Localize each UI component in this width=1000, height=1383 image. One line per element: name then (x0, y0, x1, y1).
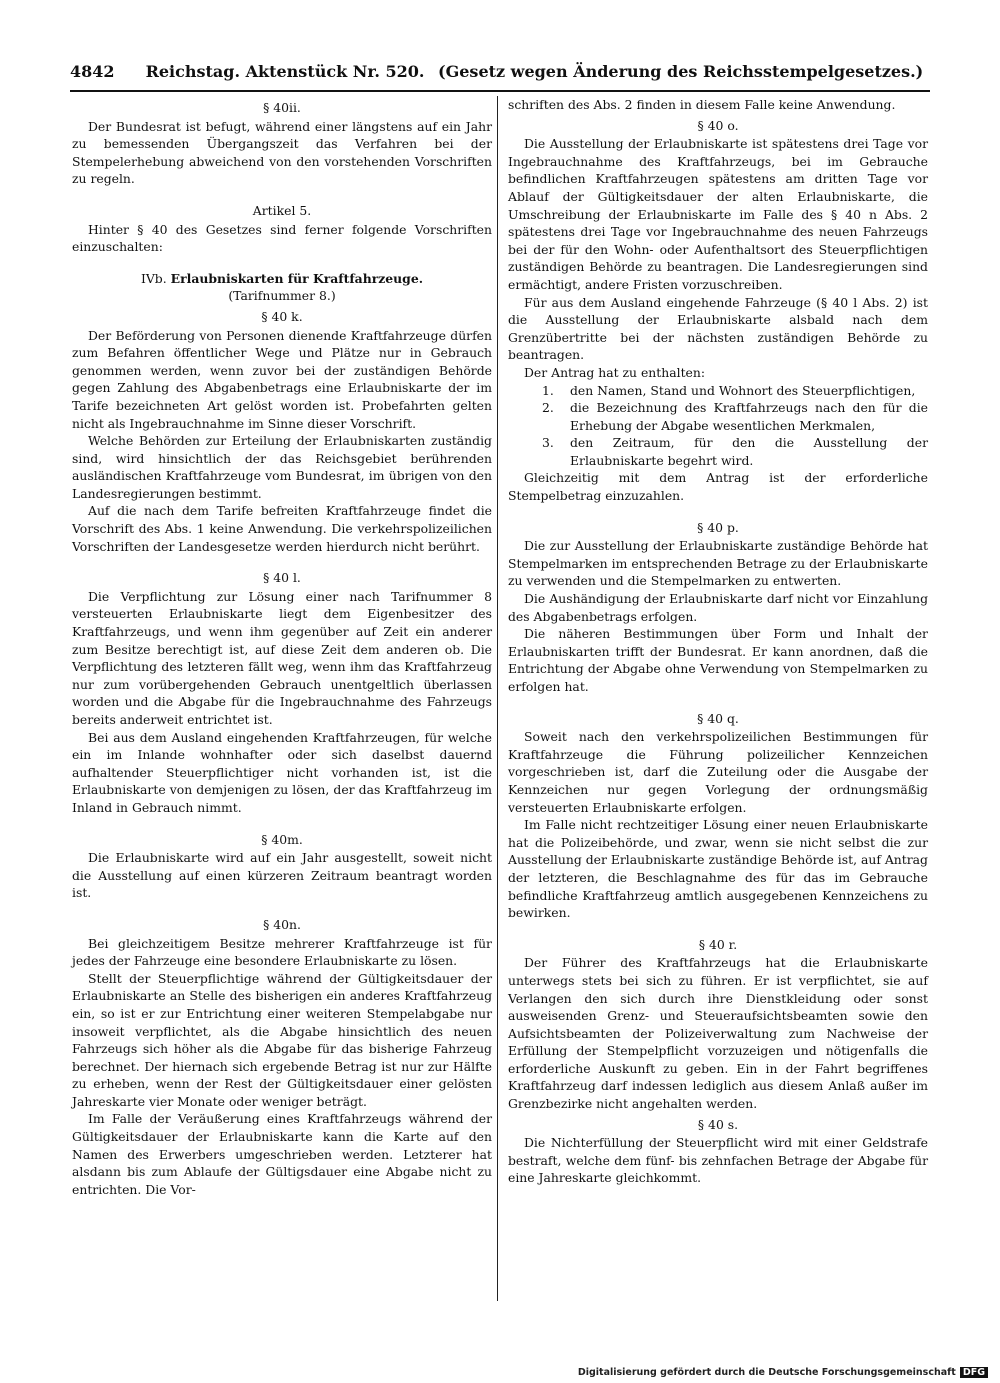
list-item (542, 382, 928, 400)
subheading-number: IVb. (140, 270, 167, 286)
paragraph: Bei aus dem Ausland eingehenden Kraftfahrzeugen, für welche ein im Inlande wohnhafter oder sich daselbst dauernd aufhaltender Steuerpflichtiger nicht vorhanden ist, ist die Erlaubniskarte von demjenigen zu lösen, der das Kraftfahrzeug im Inland in Gebrauch nimmt. (72, 729, 492, 815)
list-item-number: 3. (542, 435, 554, 451)
section-title: § 40n. (263, 916, 301, 932)
subheading-text: Erlaubniskarten für Kraftfahrzeuge. (170, 270, 424, 286)
header-subject: (Gesetz wegen Änderung des Reichsstempelgesetzes.) (438, 62, 924, 81)
paragraph: Welche Behörden zur Erteilung der Erlaubniskarten zuständig sind, wird hinsichtlich der das Reichsgebiet berührenden ausländischen Kraftfahrzeuge vom Bundesrat, im übrigen von den Landesregierungen bestimmt. (72, 433, 492, 501)
paragraph: Die Verpflichtung zur Lösung einer nach Tarifnummer 8 versteuerten Erlaubniskarte liegt dem Eigenbesitzer des Kraftfahrzeugs, und wenn ihm gegenüber auf Zeit ein anderer zum Besitze berechtigt ist, auf diese Zeit dem anderen ob. Die Verpflichtung des letzteren fällt weg, wenn ihm das Kraftfahrzeug nur zum vorübergehenden Gebrauch unentgeltlich überlassen worden und die Abgabe für die Ingebrauchnahme des Fahrzeugs bereits anderweit entrichtet ist. (72, 588, 492, 727)
paragraph: Bei gleichzeitigem Besitze mehrerer Kraftfahrzeuge ist für jedes der Fahrzeuge eine besondere Erlaubniskarte zu lösen. (72, 935, 492, 969)
requirements-list (542, 382, 928, 470)
paragraph: Die Erlaubniskarte wird auf ein Jahr ausgestellt, soweit nicht die Ausstellung auf einen kürzeren Zeitraum beantragt worden ist. (72, 850, 492, 901)
paragraph: Der Führer des Kraftfahrzeugs hat die Erlaubniskarte unterwegs stets bei sich zu führen. Er ist verpflichtet, sie auf Verlangen den sich durch ihre Dienstkleidung oder sonst ausweisenden Grenz- und Steueraufsichtsbeamten sowie den Aufsichtsbeamten der Polizeiverwaltung zum Nachweise der Erfüllung der Stempelpflicht vorzuzeigen und nötigenfalls die erforderliche Auskunft zu geben. Ein in der Fahrt begriffenes Kraftfahrzeug darf indessen lediglich aus diesem Anlaß außer im Grenzbezirke nicht angehalten werden. (508, 955, 928, 1112)
paragraph: Im Falle nicht rechtzeitiger Lösung einer neuen Erlaubniskarte hat die Polizeibehörde, und zwar, wenn sie nicht selbst die zur Ausstellung der Erlaubniskarte zuständige Behörde ist, auf Antrag der letzteren, die Beschlagnahme des für das im Gebrauche befindliche Kraftfahrzeug amtlich ausgegebenen Kennzeichens zu bewirken. (508, 817, 928, 921)
right-column (508, 96, 928, 1187)
list-item-text: den Namen, Stand und Wohnort des Steuerpflichtigen, (570, 382, 916, 398)
list-item (542, 434, 928, 469)
section-title: § 40 o. (697, 117, 739, 133)
paragraph: Die Nichterfüllung der Steuerpflicht wird mit einer Geldstrafe bestraft, welche dem fünf- bis zehnfachen Betrage der Abgabe für eine Jahreskarte gleichkommt. (508, 1135, 928, 1186)
paragraph: Hinter § 40 des Gesetzes sind ferner folgende Vorschriften einzuschalten: (72, 221, 492, 255)
article-title: Artikel 5. (252, 202, 312, 218)
list-item (542, 399, 928, 434)
paragraph: Auf die nach dem Tarife befreiten Kraftfahrzeuge findet die Vorschrift des Abs. 1 keine Anwendung. Die verkehrspolizeilichen Vorschriften der Landesgesetze werden hierdurch nicht berührt. (72, 503, 492, 554)
credit-text: Digitalisierung gefördert durch die Deutsche Forschungsgemeinschaft (577, 1367, 956, 1378)
header-title: Reichstag. Aktenstück Nr. 520. (145, 62, 425, 81)
header-rule (70, 90, 930, 92)
section-title: § 40m. (261, 831, 303, 847)
paragraph: Für aus dem Ausland eingehende Fahrzeuge (§ 40 l Abs. 2) ist die Ausstellung der Erlaubniskarte alsbald nach dem Grenzübertritte bei der nächsten zuständigen Behörde zu beantragen. (508, 294, 928, 363)
section-title: § 40 p. (697, 519, 739, 535)
paragraph: Die zur Ausstellung der Erlaubniskarte zuständige Behörde hat Stempelmarken im entsprechenden Betrage zu der Erlaubniskarte zu verwenden und die Stempelmarken zu entwerten. (508, 538, 928, 589)
section-title: § 40 l. (263, 570, 301, 586)
paragraph: Im Falle der Veräußerung eines Kraftfahrzeugs während der Gültigkeitsdauer der Erlaubniskarte kann die Karte auf den Namen des Erwerbers umgeschrieben werden. Letzterer hat alsdann bis zum Ablaufe der Gültigsdauer eine Abgabe nicht zu entrichten. Die Vor- (72, 1111, 492, 1197)
section-title: § 40 q. (697, 710, 739, 726)
paragraph: Soweit nach den verkehrspolizeilichen Bestimmungen für Kraftfahrzeuge die Führung polizeilicher Kennzeichen vorgeschrieben ist, darf die Zuteilung oder die Ausgabe der Kennzeichen nur gegen Vorlegung der ordnungsmäßig versteuerten Erlaubniskarte erfolgen. (508, 729, 928, 815)
list-item-number: 2. (542, 400, 554, 416)
digitization-credit (578, 1367, 988, 1378)
section-title: § 40ii. (263, 100, 301, 115)
subheading (72, 270, 492, 288)
page-header (70, 62, 930, 88)
list-item-number: 1. (542, 382, 554, 398)
paragraph: Der Bundesrat ist befugt, während einer längstens auf ein Jahr zu bemessenden Übergangszeit das Verfahren bei der Stempelerhebung abweichend von den vorstehenden Vorschriften zu regeln. (72, 118, 492, 187)
paragraph: Die Ausstellung der Erlaubniskarte ist spätestens drei Tage vor Ingebrauchnahme des Kraftfahrzeugs, bei im Gebrauche befindlichen Kraftfahrzeugen spätestens am dritten Tage vor Ablauf der Gültigkeitsdauer der alten Erlaubniskarte, die Umschreibung der Erlaubniskarte im Falle des § 40 n Abs. 2 spätestens drei Tage vor Ingebrauchnahme des neuen Fahrzeugs bei der für den Wohn- oder Aufenthaltsort des Steuerpflichtigen zuständigen Behörde zu beantragen. Die Landesregierungen sind ermächtigt, andere Fristen vorzuschreiben. (508, 136, 928, 292)
paragraph: Gleichzeitig mit dem Antrag ist der erforderliche Stempelbetrag einzuzahlen. (508, 470, 928, 504)
section-title: § 40 s. (697, 1116, 739, 1132)
paragraph-continued: schriften des Abs. 2 finden in diesem Falle keine Anwendung. (508, 97, 896, 112)
list-item-text: die Bezeichnung des Kraftfahrzeugs nach den für die Erhebung der Abgabe wesentlichen Merkmalen, (570, 400, 928, 433)
section-title: § 40 k. (261, 308, 303, 324)
left-column (72, 96, 492, 1198)
dfg-logo: DFG (960, 1367, 988, 1378)
column-divider (497, 96, 498, 1301)
paragraph: Der Antrag hat zu enthalten: (524, 364, 706, 380)
paragraph: Die näheren Bestimmungen über Form und Inhalt der Erlaubniskarten trifft der Bundesrat. Er kann anordnen, daß die Entrichtung der Abgabe ohne Verwendung von Stempelmarken zu erfolgen hat. (508, 626, 928, 694)
section-title: § 40 r. (698, 936, 738, 952)
list-item-text: den Zeitraum, für den die Ausstellung der Erlaubniskarte begehrt wird. (570, 435, 928, 468)
page-number: 4842 (70, 62, 115, 81)
subheading-tariff: (Tarifnummer 8.) (228, 288, 336, 304)
paragraph: Die Aushändigung der Erlaubniskarte darf nicht vor Einzahlung des Abgabenbetrags erfolgen. (508, 591, 928, 624)
paragraph: Der Beförderung von Personen dienende Kraftfahrzeuge dürfen zum Befahren öffentlicher Wege und Plätze nur in Gebrauch genommen werden, wenn zuvor bei der zuständigen Behörde gegen Zahlung des Abgabenbetrags eine Erlaubniskarte der im Tarife bezeichneten Art gelöst worden ist. Probefahrten gelten nicht als Ingebrauchnahme im Sinne dieser Vorschrift. (72, 327, 492, 431)
paragraph: Stellt der Steuerpflichtige während der Gültigkeitsdauer der Erlaubniskarte an Stelle des bisherigen ein anderes Kraftfahrzeug ein, so ist er zur Entrichtung einer weiteren Stempelabgabe nur insoweit verpflichtet, als die Abgabe hinsichtlich des neuen Fahrzeugs sich höher als die Abgabe für das bisherige Fahrzeug berechnet. Der hiernach sich ergebende Betrag ist nur zur Hälfte zu erheben, wenn der Rest der Gültigkeitsdauer einer gelösten Jahreskarte vier Monate oder weniger beträgt. (72, 970, 492, 1109)
